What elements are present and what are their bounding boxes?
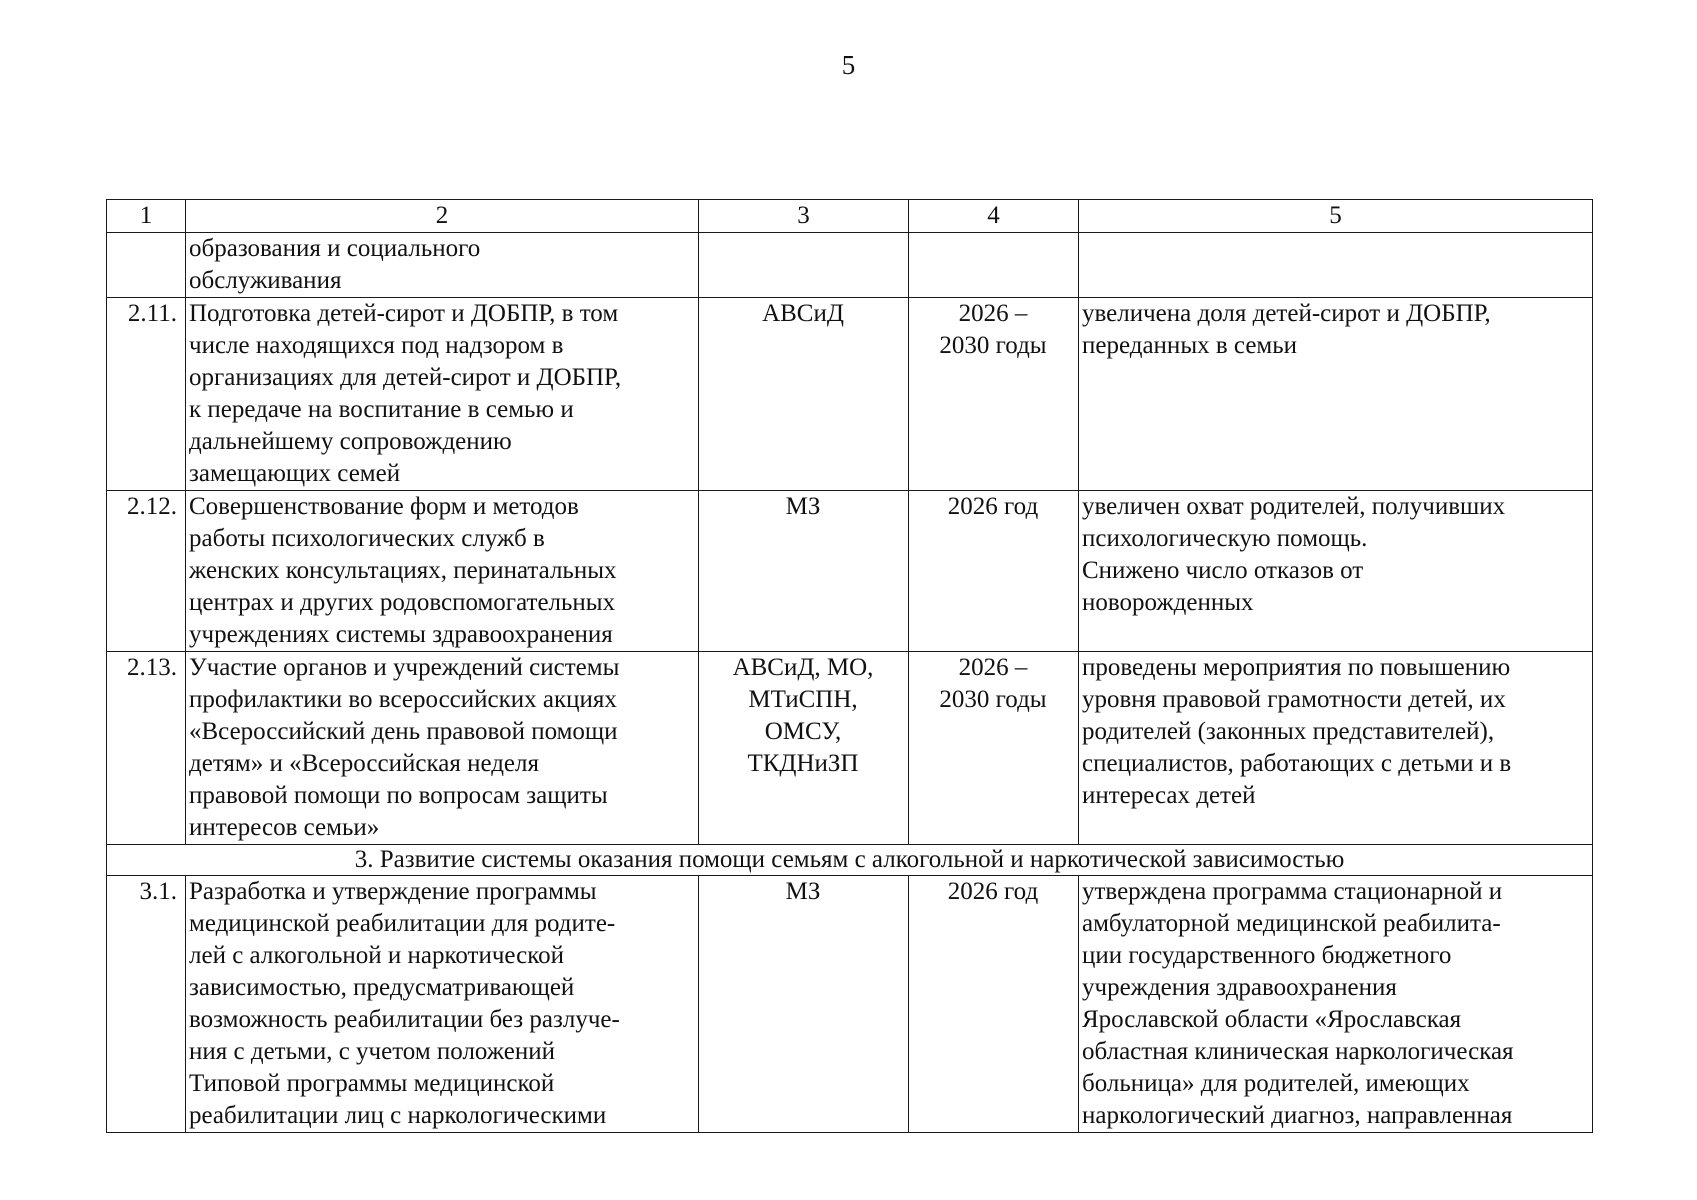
activity-line: работы психологических служб в: [189, 525, 545, 552]
column-2-header: 2: [186, 200, 699, 233]
activity-line: образования и социального: [189, 235, 481, 262]
row-number-cell: 2.12.: [107, 491, 186, 652]
activity-line: «Всероссийский день правовой помощи: [189, 718, 618, 745]
term-line: 2030 годы: [939, 332, 1047, 359]
activity-line: медицинской реабилитации для родите-: [189, 910, 616, 937]
term-cell: [909, 491, 1079, 652]
result-line: увеличена доля детей-сирот и ДОБПР,: [1082, 300, 1491, 327]
activity-line: интересов семьи»: [189, 814, 380, 841]
column-4-header: 4: [909, 200, 1079, 233]
activity-line: Разработка и утверждение программы: [189, 878, 597, 905]
responsible-cell: [699, 652, 909, 845]
responsible-line: АВСиД, МО,: [732, 654, 874, 681]
responsible-cell: [699, 876, 909, 1133]
column-1-header: 1: [107, 200, 186, 233]
result-cell: [1079, 491, 1593, 652]
result-line: специалистов, работающих с детьми и в: [1082, 750, 1512, 777]
result-line: переданных в семьи: [1082, 332, 1298, 359]
result-line: интересах детей: [1082, 782, 1256, 809]
result-cell: [1079, 876, 1593, 1133]
term-cell: [909, 298, 1079, 491]
responsible-line: ОМСУ,: [764, 718, 842, 745]
result-line: увеличен охват родителей, получивших: [1082, 493, 1506, 520]
result-line: наркологический диагноз, направленная: [1082, 1102, 1513, 1129]
activity-line: к передаче на воспитание в семью и: [189, 396, 574, 423]
activity-line: детям» и «Всероссийская неделя: [189, 750, 539, 777]
result-cell: [1079, 652, 1593, 845]
activity-line: Совершенствование форм и методов: [189, 493, 579, 520]
activity-line: числе находящихся под надзором в: [189, 332, 564, 359]
result-line: психологическую помощь.: [1082, 525, 1368, 552]
column-3-header: 3: [699, 200, 909, 233]
page-number: 5: [841, 50, 856, 80]
activity-line: замещающих семей: [189, 460, 401, 487]
activity-cell: [186, 233, 699, 298]
result-line: областная клиническая наркологическая: [1082, 1038, 1514, 1065]
result-line: уровня правовой грамотности детей, их: [1082, 686, 1506, 713]
responsible-cell: [699, 233, 909, 298]
result-line: Ярославской области «Ярославская: [1082, 1006, 1462, 1033]
term-line: 2026 год: [947, 878, 1039, 905]
row-number-cell: 3.1.: [107, 876, 186, 1133]
result-line: новорожденных: [1082, 589, 1254, 616]
row-number-cell: 2.13.: [107, 652, 186, 845]
activity-cell: [186, 652, 699, 845]
result-line: ции государственного бюджетного: [1082, 942, 1452, 969]
table-row: [107, 491, 1593, 652]
term-cell: [909, 876, 1079, 1133]
activity-line: ния с детьми, с учетом положений: [189, 1038, 555, 1065]
activity-line: лей с алкогольной и наркотической: [189, 942, 564, 969]
result-cell: [1079, 233, 1593, 298]
row-number-cell: [107, 233, 186, 298]
column-5-header: 5: [1079, 200, 1593, 233]
continuation-row: [107, 233, 1593, 298]
term-cell: [909, 652, 1079, 845]
responsible-line: МЗ: [785, 493, 821, 520]
responsible-line: МТиСПН,: [748, 686, 858, 713]
row-number-cell: 2.11.: [107, 298, 186, 491]
table-row: [107, 876, 1593, 1133]
activity-line: профилактики во всероссийских акциях: [189, 686, 617, 713]
activity-cell: [186, 298, 699, 491]
column-number-header-row: [107, 200, 1593, 233]
activity-line: Подготовка детей-сирот и ДОБПР, в том: [189, 300, 619, 327]
activity-line: учреждениях системы здравоохранения: [189, 621, 613, 648]
activity-line: реабилитации лиц с наркологическими: [189, 1102, 607, 1129]
activity-line: Участие органов и учреждений системы: [189, 654, 620, 681]
result-line: учреждения здравоохранения: [1082, 974, 1397, 1001]
result-line: Снижено число отказов от: [1082, 557, 1364, 584]
responsible-cell: [699, 491, 909, 652]
activity-cell: [186, 491, 699, 652]
term-cell: [909, 233, 1079, 298]
activity-line: организациях для детей-сирот и ДОБПР,: [189, 364, 622, 391]
activity-line: зависимостью, предусматривающей: [189, 974, 575, 1001]
section-heading-row: [107, 845, 1593, 876]
responsible-line: ТКДНиЗП: [747, 750, 859, 777]
table-row: [107, 298, 1593, 491]
result-line: проведены мероприятия по повышению: [1082, 654, 1511, 681]
section-3-title: 3. Развитие системы оказания помощи семьям с алкогольной и наркотической зависимостью: [107, 845, 1593, 876]
result-cell: [1079, 298, 1593, 491]
term-line: 2026 год: [947, 493, 1039, 520]
action-plan-table: [106, 199, 1593, 1133]
activity-line: дальнейшему сопровождению: [189, 428, 512, 455]
responsible-line: МЗ: [785, 878, 821, 905]
activity-line: обслуживания: [189, 267, 342, 294]
table-row: [107, 652, 1593, 845]
activity-line: центрах и других родовспомогательных: [189, 589, 616, 616]
activity-line: возможность реабилитации без разлуче-: [189, 1006, 620, 1033]
result-line: родителей (законных представителей),: [1082, 718, 1495, 745]
activity-line: правовой помощи по вопросам защиты: [189, 782, 608, 809]
activity-cell: [186, 876, 699, 1133]
responsible-line: АВСиД: [762, 300, 844, 327]
responsible-cell: [699, 298, 909, 491]
term-line: 2026 –: [958, 300, 1028, 327]
activity-line: женских консультациях, перинатальных: [189, 557, 617, 584]
result-line: больница» для родителей, имеющих: [1082, 1070, 1470, 1097]
activity-line: Типовой программы медицинской: [189, 1070, 555, 1097]
term-line: 2030 годы: [939, 686, 1047, 713]
term-line: 2026 –: [958, 654, 1028, 681]
result-line: амбулаторной медицинской реабилита-: [1082, 910, 1501, 937]
result-line: утверждена программа стационарной и: [1082, 878, 1503, 905]
